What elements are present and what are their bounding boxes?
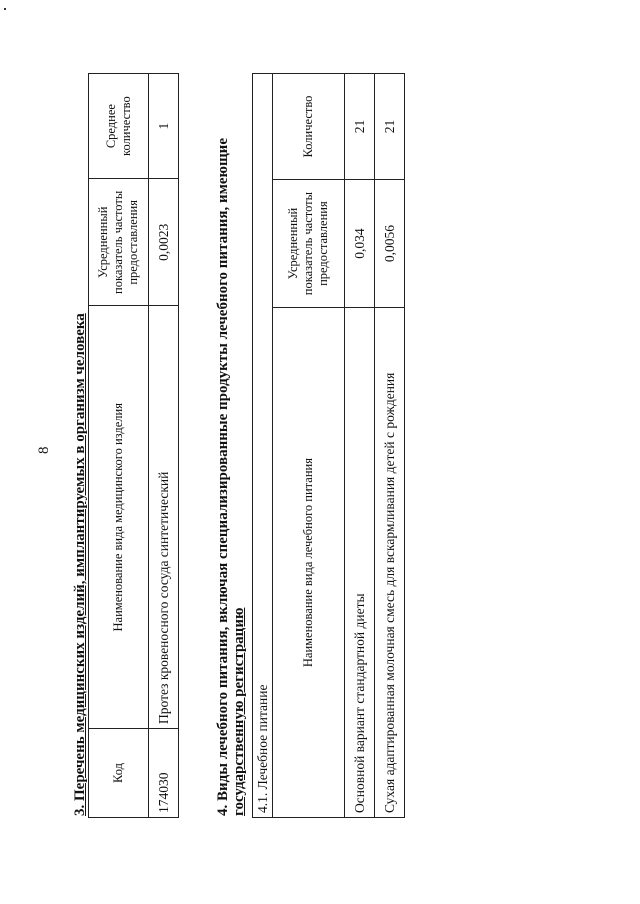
table-row bbox=[375, 74, 405, 818]
implants-table bbox=[88, 73, 179, 818]
section-4-title-line2: государственную регистрацию bbox=[231, 607, 247, 816]
cell-device-name: Протез кровеносного сосуда синтетический bbox=[149, 306, 179, 729]
table-header-row bbox=[273, 74, 345, 818]
cell-quantity: 21 bbox=[345, 74, 375, 180]
page-number: 8 bbox=[36, 446, 52, 454]
header-code: Код bbox=[89, 729, 149, 818]
section-4-title-line1: 4. Виды лечебного питания, включая специализированные продукты лечебного питания, имеющие bbox=[215, 138, 231, 816]
subsection-title: 4.1. Лечебное питание bbox=[253, 74, 273, 818]
cell-frequency: 0,034 bbox=[345, 180, 375, 308]
header-nutrition-name: Наименование вида лечебного питания bbox=[273, 308, 345, 818]
header-frequency: Усредненный показатель частоты предоставления bbox=[89, 179, 149, 306]
cell-nutrition-name: Сухая адаптированная молочная смесь для вскармливания детей с рождения bbox=[375, 308, 405, 818]
nutrition-table bbox=[252, 73, 405, 818]
subsection-row bbox=[253, 74, 273, 818]
header-frequency: Усредненный показатель частоты предоставления bbox=[273, 180, 345, 308]
header-quantity: Количество bbox=[273, 74, 345, 180]
cell-nutrition-name: Основной вариант стандартной диеты bbox=[345, 308, 375, 818]
table-row bbox=[345, 74, 375, 818]
table-row bbox=[149, 74, 179, 818]
table-header-row bbox=[89, 74, 149, 818]
cell-code: 174030 bbox=[149, 729, 179, 818]
header-avg-quantity: Среднее количество bbox=[89, 74, 149, 179]
cell-avg-quantity: 1 bbox=[149, 74, 179, 179]
section-4-title bbox=[215, 96, 247, 816]
section-3-title: 3. Перечень медицинских изделий, имплантируемых в организм человека bbox=[72, 313, 88, 816]
scan-mark bbox=[4, 8, 6, 10]
cell-frequency: 0,0056 bbox=[375, 180, 405, 308]
cell-frequency: 0,0023 bbox=[149, 179, 179, 306]
cell-quantity: 21 bbox=[375, 74, 405, 180]
header-device-name: Наименование вида медицинского изделия bbox=[89, 306, 149, 729]
